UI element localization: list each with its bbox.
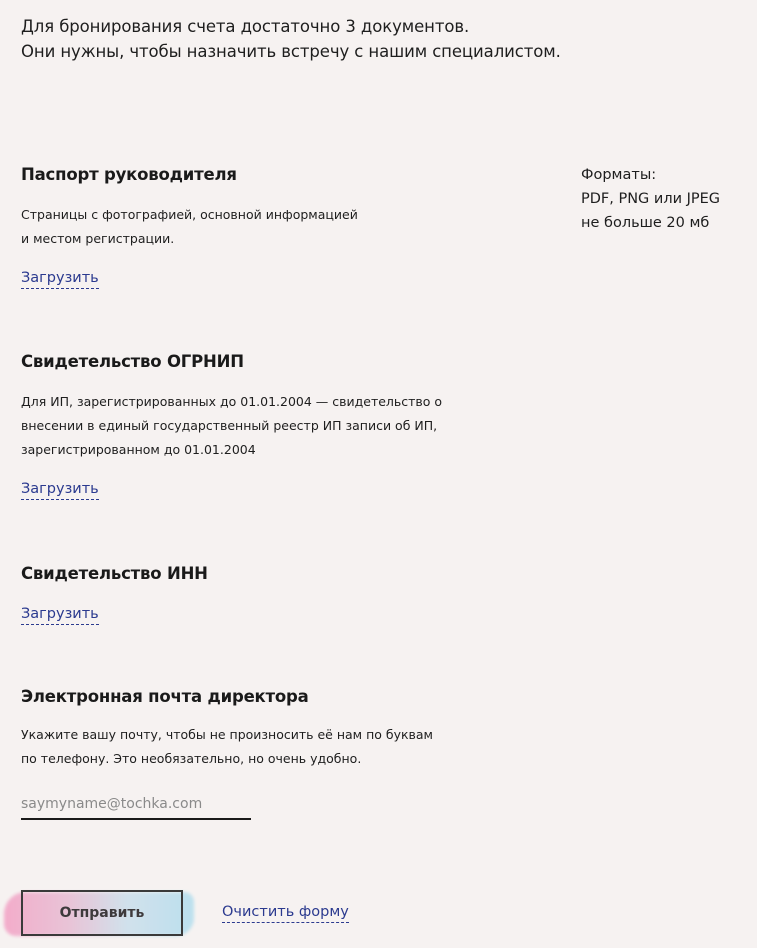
formats-info xyxy=(581,163,720,235)
passport-title: Паспорт руководителя xyxy=(21,165,237,184)
intro-line-1: Для бронирования счета достаточно 3 документов. xyxy=(21,17,470,36)
passport-upload-link[interactable]: Загрузить xyxy=(21,269,99,289)
email-section xyxy=(21,686,433,771)
inn-section xyxy=(21,563,208,625)
ogrnip-section xyxy=(21,351,442,500)
inn-title: Свидетельство ИНН xyxy=(21,564,208,583)
email-title: Электронная почта директора xyxy=(21,687,309,706)
formats-types: PDF, PNG или JPEG xyxy=(581,191,721,207)
intro-line-2: Они нужны, чтобы назначить встречу с нашим специалистом. xyxy=(21,42,561,61)
passport-desc-line-1: Страницы с фотографией, основной информацией xyxy=(21,207,358,222)
ogrnip-upload-link[interactable]: Загрузить xyxy=(21,480,99,500)
director-email-input[interactable] xyxy=(21,790,251,820)
intro-text xyxy=(21,14,561,64)
formats-label: Форматы: xyxy=(581,167,657,183)
formats-size-limit: не больше 20 мб xyxy=(581,215,710,231)
passport-section xyxy=(21,164,358,289)
ogrnip-desc-line-3: зарегистрированном до 01.01.2004 xyxy=(21,442,256,457)
ogrnip-desc-line-1: Для ИП, зарегистрированных до 01.01.2004 — свидетельство о xyxy=(21,394,443,409)
inn-upload-link[interactable]: Загрузить xyxy=(21,605,99,625)
ogrnip-desc-line-2: внесении в единый государственный реестр ИП записи об ИП, xyxy=(21,418,438,433)
submit-button[interactable]: Отправить xyxy=(21,890,183,936)
ogrnip-title: Свидетельство ОГРНИП xyxy=(21,352,244,371)
passport-desc-line-2: и местом регистрации. xyxy=(21,231,175,246)
clear-form-link[interactable]: Очистить форму xyxy=(222,903,349,923)
submit-area xyxy=(0,880,200,948)
email-desc-line-2: по телефону. Это необязательно, но очень удобно. xyxy=(21,751,362,766)
email-desc-line-1: Укажите вашу почту, чтобы не произносить её нам по буквам xyxy=(21,727,433,742)
